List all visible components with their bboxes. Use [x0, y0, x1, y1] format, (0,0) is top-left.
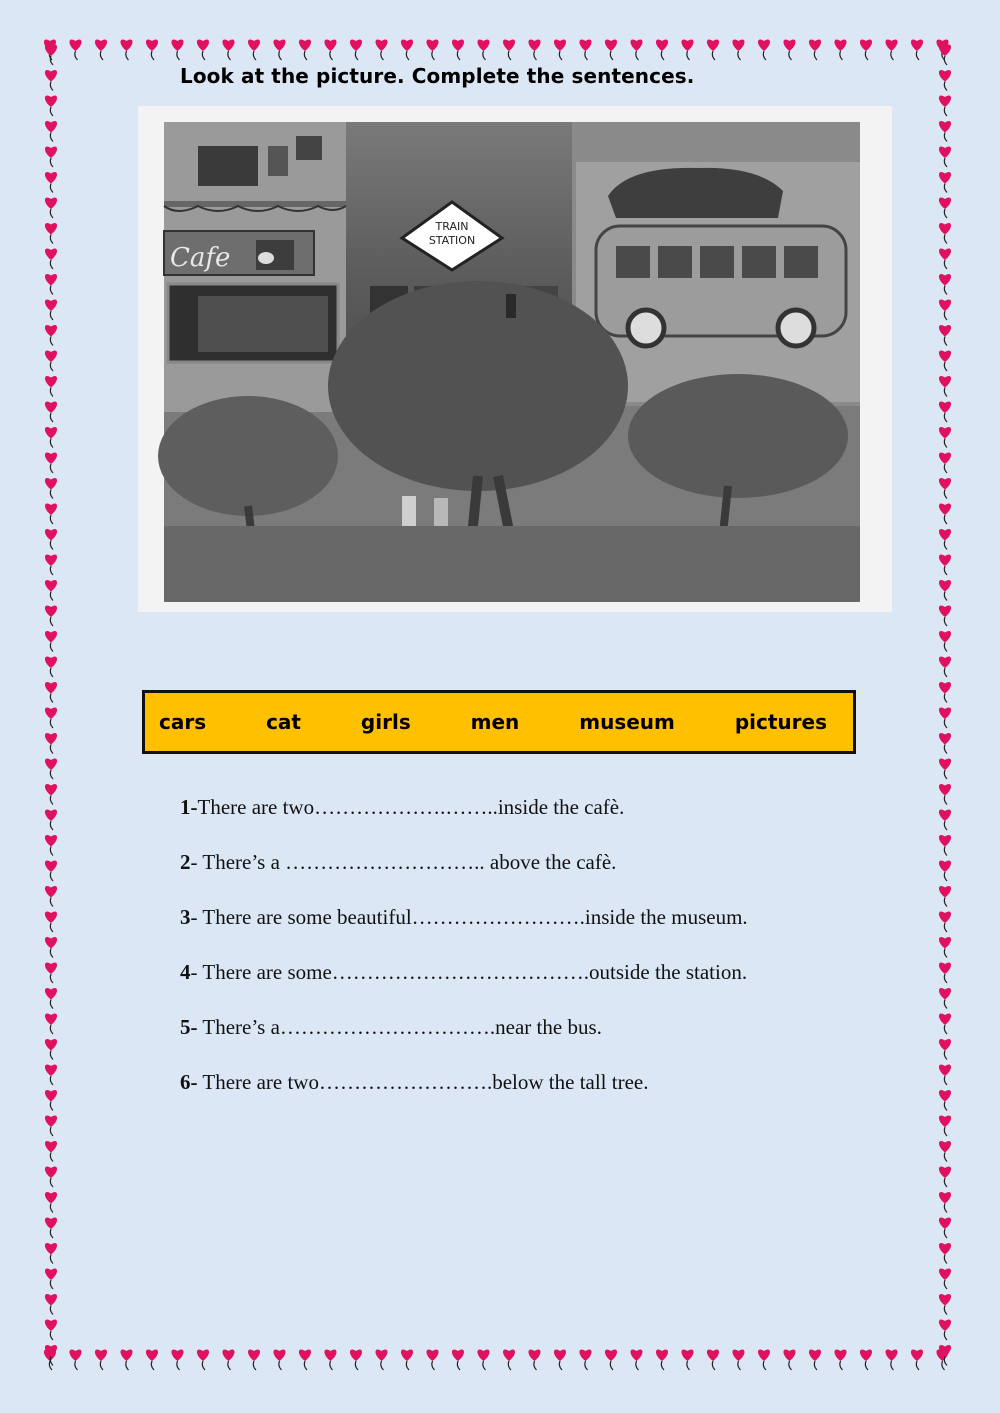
heart-icon — [45, 1064, 57, 1076]
heart-icon — [44, 1349, 56, 1361]
heart-icon — [630, 39, 642, 51]
heart-icon — [45, 146, 57, 158]
heart-icon — [939, 248, 951, 260]
heart-icon — [477, 39, 489, 51]
cafe-sign: Cafe — [170, 243, 231, 273]
heart-icon — [171, 1349, 183, 1361]
heart-icon — [401, 39, 413, 51]
heart-icon — [146, 39, 158, 51]
girl-at-station — [506, 294, 516, 318]
heart-icon — [44, 39, 56, 51]
heart-icon — [45, 299, 57, 311]
heart-icon — [630, 1349, 642, 1361]
heart-icon — [860, 39, 872, 51]
heart-icon — [939, 325, 951, 337]
heart-icon — [939, 1243, 951, 1255]
heart-icon — [939, 937, 951, 949]
heart-icon — [939, 835, 951, 847]
heart-icon — [809, 1349, 821, 1361]
heart-icon — [939, 44, 951, 56]
heart-icon — [299, 1349, 311, 1361]
heart-icon — [45, 656, 57, 668]
heart-icon — [656, 1349, 668, 1361]
heart-icon — [45, 1217, 57, 1229]
heart-icon — [45, 580, 57, 592]
svg-text:TRAIN: TRAIN — [435, 220, 469, 233]
heart-icon — [248, 39, 260, 51]
heart-icon — [45, 529, 57, 541]
heart-icon — [939, 95, 951, 107]
heart-icon — [146, 1349, 158, 1361]
heart-icon — [911, 39, 923, 51]
heart-icon — [477, 1349, 489, 1361]
heart-icon — [939, 733, 951, 745]
heart-icon — [45, 937, 57, 949]
heart-icon — [939, 631, 951, 643]
heart-icon — [783, 39, 795, 51]
heart-icon — [939, 580, 951, 592]
heart-icon — [579, 39, 591, 51]
heart-icon — [939, 223, 951, 235]
heart-icon — [45, 401, 57, 413]
heart-icon — [95, 39, 107, 51]
heart-icon — [45, 758, 57, 770]
heart-icon — [45, 376, 57, 388]
heart-icon — [45, 784, 57, 796]
heart-icon — [45, 1294, 57, 1306]
heart-icon — [939, 911, 951, 923]
heart-icon — [426, 39, 438, 51]
heart-icon — [197, 1349, 209, 1361]
heart-icon — [939, 427, 951, 439]
heart-icon — [939, 350, 951, 362]
heart-icon — [452, 1349, 464, 1361]
heart-icon — [939, 478, 951, 490]
cat — [258, 252, 274, 264]
heart-icon — [222, 1349, 234, 1361]
heart-icon — [45, 121, 57, 133]
heart-icon — [426, 1349, 438, 1361]
heart-icon — [248, 1349, 260, 1361]
heart-icon — [911, 1349, 923, 1361]
heart-icon — [939, 1319, 951, 1331]
heart-icon — [605, 39, 617, 51]
word-bank-item: pictures — [734, 710, 827, 734]
heart-icon — [783, 1349, 795, 1361]
heart-icon — [45, 682, 57, 694]
heart-icon — [939, 860, 951, 872]
heart-icon — [45, 1192, 57, 1204]
sentence-2: 2- There’s a ……………………….. above the cafè. — [180, 850, 617, 874]
heart-icon — [939, 1294, 951, 1306]
heart-icon — [350, 39, 362, 51]
heart-icon — [45, 1039, 57, 1051]
heart-icon — [324, 1349, 336, 1361]
heart-icon — [45, 350, 57, 362]
heart-icon — [45, 962, 57, 974]
heart-icon — [45, 809, 57, 821]
heart-icon — [936, 1349, 948, 1361]
tall-tree — [328, 281, 628, 491]
heart-icon — [45, 911, 57, 923]
heart-icon — [45, 1319, 57, 1331]
heart-icon — [503, 1349, 515, 1361]
heart-icon — [885, 1349, 897, 1361]
heart-icon — [939, 1166, 951, 1178]
heart-icon — [45, 325, 57, 337]
heart-icon — [375, 1349, 387, 1361]
heart-icon — [809, 39, 821, 51]
heart-icon — [120, 39, 132, 51]
heart-icon — [401, 1349, 413, 1361]
heart-icon — [45, 631, 57, 643]
sentence-3: 3- There are some beautiful…………………….inside the museum. — [180, 905, 748, 929]
heart-icon — [732, 39, 744, 51]
heart-icon — [939, 452, 951, 464]
heart-icon — [939, 1217, 951, 1229]
heart-icon — [45, 707, 57, 719]
heart-icon — [656, 39, 668, 51]
heart-icon — [95, 1349, 107, 1361]
heart-icon — [939, 1013, 951, 1025]
heart-icon — [579, 1349, 591, 1361]
heart-icon — [939, 656, 951, 668]
heart-icon — [758, 39, 770, 51]
heart-icon — [939, 1345, 951, 1357]
heart-icon — [939, 274, 951, 286]
heart-icon — [939, 401, 951, 413]
heart-icon — [885, 39, 897, 51]
heart-icon — [197, 39, 209, 51]
heart-icon — [69, 39, 81, 51]
word-bank-item: cars — [159, 710, 207, 734]
heart-icon — [45, 1268, 57, 1280]
heart-icon — [939, 707, 951, 719]
heart-icon — [939, 121, 951, 133]
heart-icon — [452, 39, 464, 51]
heart-icon — [45, 860, 57, 872]
heart-icon — [939, 886, 951, 898]
heart-icon — [45, 478, 57, 490]
heart-icon — [69, 1349, 81, 1361]
heart-icon — [350, 1349, 362, 1361]
heart-icon — [45, 248, 57, 260]
heart-icon — [834, 39, 846, 51]
heart-icon — [45, 1013, 57, 1025]
heart-icon — [605, 1349, 617, 1361]
heart-icon — [939, 682, 951, 694]
museum-picture-1 — [198, 146, 258, 186]
heart-icon — [222, 39, 234, 51]
heart-icon — [45, 452, 57, 464]
heart-icon — [554, 39, 566, 51]
heart-icon — [939, 146, 951, 158]
heart-icon — [45, 554, 57, 566]
heart-icon — [707, 39, 719, 51]
heart-icon — [707, 1349, 719, 1361]
heart-icon — [45, 1090, 57, 1102]
heart-border-bottom — [40, 1346, 958, 1372]
sentence-list — [180, 790, 748, 1120]
heart-icon — [939, 1268, 951, 1280]
svg-text:STATION: STATION — [428, 234, 476, 247]
heart-icon — [939, 172, 951, 184]
heart-icon — [45, 1115, 57, 1127]
heart-icon — [45, 605, 57, 617]
heart-icon — [939, 1115, 951, 1127]
heart-icon — [732, 1349, 744, 1361]
heart-icon — [939, 988, 951, 1000]
heart-icon — [45, 733, 57, 745]
instruction-heading: Look at the picture. Complete the sentences. — [180, 64, 695, 88]
heart-border-right — [932, 40, 958, 1374]
heart-icon — [939, 784, 951, 796]
heart-icon — [45, 503, 57, 515]
street-scene-picture — [138, 106, 892, 612]
heart-icon — [554, 1349, 566, 1361]
heart-icon — [528, 39, 540, 51]
heart-icon — [939, 70, 951, 82]
sentence-4: 4- There are some……………………………….outside the station. — [180, 960, 748, 984]
heart-icon — [45, 70, 57, 82]
word-bank-item: museum — [579, 710, 675, 734]
sentence-1: 1-There are two……………….……..inside the cafè. — [180, 795, 625, 819]
heart-icon — [171, 39, 183, 51]
heart-icon — [939, 1064, 951, 1076]
word-bank — [142, 690, 856, 754]
heart-icon — [45, 44, 57, 56]
heart-icon — [681, 1349, 693, 1361]
heart-icon — [939, 605, 951, 617]
heart-border-left — [38, 40, 64, 1374]
heart-icon — [299, 39, 311, 51]
word-bank-item: cat — [266, 710, 301, 734]
heart-icon — [45, 886, 57, 898]
heart-icon — [939, 1192, 951, 1204]
heart-icon — [375, 39, 387, 51]
heart-icon — [45, 988, 57, 1000]
heart-icon — [45, 1166, 57, 1178]
heart-icon — [939, 197, 951, 209]
heart-icon — [45, 1243, 57, 1255]
sentence-5: 5- There’s a………………………….near the bus. — [180, 1015, 602, 1039]
heart-icon — [45, 172, 57, 184]
heart-icon — [939, 529, 951, 541]
heart-icon — [939, 809, 951, 821]
heart-icon — [758, 1349, 770, 1361]
heart-icon — [273, 39, 285, 51]
heart-icon — [45, 274, 57, 286]
heart-icon — [939, 299, 951, 311]
word-bank-item: girls — [360, 710, 411, 734]
heart-icon — [939, 376, 951, 388]
heart-icon — [936, 39, 948, 51]
heart-icon — [939, 503, 951, 515]
heart-icon — [120, 1349, 132, 1361]
heart-icon — [45, 197, 57, 209]
heart-icon — [45, 1345, 57, 1357]
heart-icon — [45, 223, 57, 235]
heart-icon — [939, 962, 951, 974]
heart-icon — [939, 1141, 951, 1153]
heart-icon — [324, 39, 336, 51]
sentence-6: 6- There are two…………………….below the tall tree. — [180, 1070, 649, 1094]
heart-icon — [834, 1349, 846, 1361]
heart-icon — [939, 554, 951, 566]
heart-icon — [45, 427, 57, 439]
heart-border-top — [40, 36, 958, 62]
heart-icon — [45, 1141, 57, 1153]
heart-icon — [681, 39, 693, 51]
heart-icon — [939, 1090, 951, 1102]
heart-icon — [528, 1349, 540, 1361]
heart-icon — [45, 835, 57, 847]
heart-icon — [273, 1349, 285, 1361]
heart-icon — [45, 95, 57, 107]
heart-icon — [939, 758, 951, 770]
heart-icon — [860, 1349, 872, 1361]
heart-icon — [503, 39, 515, 51]
heart-icon — [939, 1039, 951, 1051]
word-bank-item: men — [470, 710, 520, 734]
